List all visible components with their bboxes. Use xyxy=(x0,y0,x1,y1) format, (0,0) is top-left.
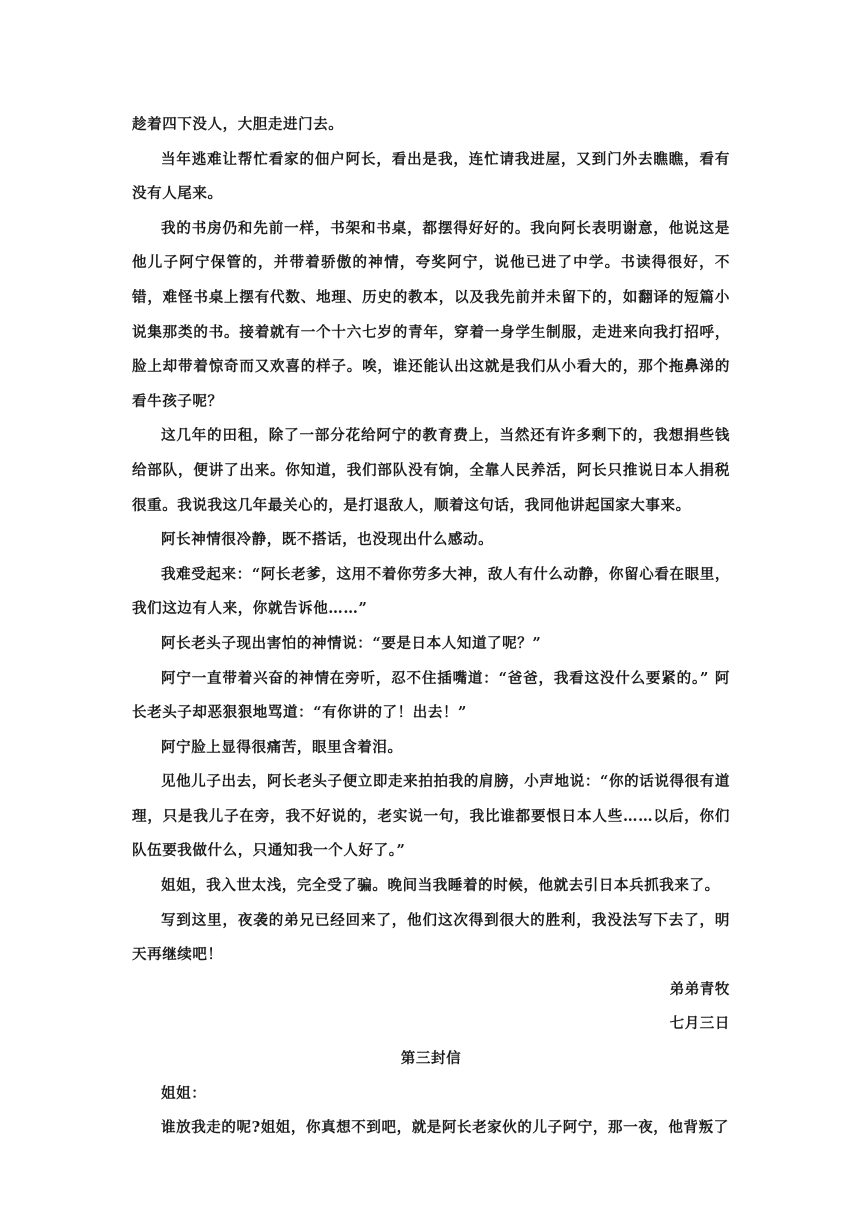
signature: 弟弟青牧 xyxy=(669,980,730,998)
salutation: 姐姐： xyxy=(161,1084,207,1102)
paragraph: 当年逃难让帮忙看家的佃户阿长，看出是我，连忙请我进屋，又到门外去瞧瞧，看有没有人尾来。 xyxy=(132,150,730,203)
paragraph: 谁放我走的呢?姐姐，你真想不到吧，就是阿长老家伙的儿子阿宁，那一夜，他背叛了 xyxy=(161,1119,729,1137)
paragraph: 我难受起来：“阿长老爹，这用不着你劳多大神，敌人有什么动静，你留心看在眼里，我们这边有人来，你就告诉他……” xyxy=(132,565,730,618)
paragraph: 阿宁脸上显得很痛苦，眼里含着泪。 xyxy=(161,738,403,756)
letter-date: 七月三日 xyxy=(669,1015,730,1033)
paragraph: 我的书房仍和先前一样，书架和书桌，都摆得好好的。我向阿长表明谢意，他说这是他儿子阿宁保管的，并带着骄傲的神情，夸奖阿宁，说他已进了中学。书读得很好，不错，难怪书桌上摆有代数、地理、历史的教本，以及我先前并未留下的，如翻译的短篇小说集那类的书。接着就有一个十六七岁的青年，穿着一身学生制服，走进来向我打招呼，脸上却带着惊奇而又欢喜的样子。唉，谁还能认出这就是我们从小看大的，那个拖鼻涕的看牛孩子呢？ xyxy=(132,219,730,410)
paragraph-continuation: 趁着四下没人，大胆走进门去。 xyxy=(132,116,344,133)
paragraph: 姐姐，我入世太浅，完全受了骗。晚间当我睡着的时候，他就去引日本兵抓我来了。 xyxy=(161,877,720,895)
letter-body xyxy=(132,108,730,1146)
paragraph: 这几年的田租，除了一部分花给阿宁的教育费上，当然还有许多剩下的，我想捐些钱给部队，便讲了出来。你知道，我们部队没有饷，全靠人民养活，阿长只推说日本人捐税很重。我说我这几年最关心的，是打退敌人，顺着这句话，我同他讲起国家大事来。 xyxy=(132,427,730,514)
paragraph: 写到这里，夜袭的弟兄已经回来了，他们这次得到很大的胜利，我没法写下去了，明天再继续吧！ xyxy=(132,911,730,964)
paragraph: 阿宁一直带着兴奋的神情在旁听，忍不住插嘴道：“爸爸，我看这没什么要紧的。” 阿长老头子却恶狠狠地骂道：“有你讲的了！出去！” xyxy=(132,669,730,722)
paragraph: 见他儿子出去，阿长老头子便立即走来拍拍我的肩膀，小声地说：“你的话说得很有道理，只是我儿子在旁，我不好说的，老实说一句，我比谁都要恨日本人些……以后，你们队伍要我做什么，只通知我一个人好了。” xyxy=(132,773,730,860)
paragraph: 阿长神情很冷静，既不搭话，也没现出什么感动。 xyxy=(161,531,494,549)
paragraph: 阿长老头子现出害怕的神情说：“要是日本人知道了呢？” xyxy=(161,634,542,652)
section-title: 第三封信 xyxy=(400,1050,462,1068)
